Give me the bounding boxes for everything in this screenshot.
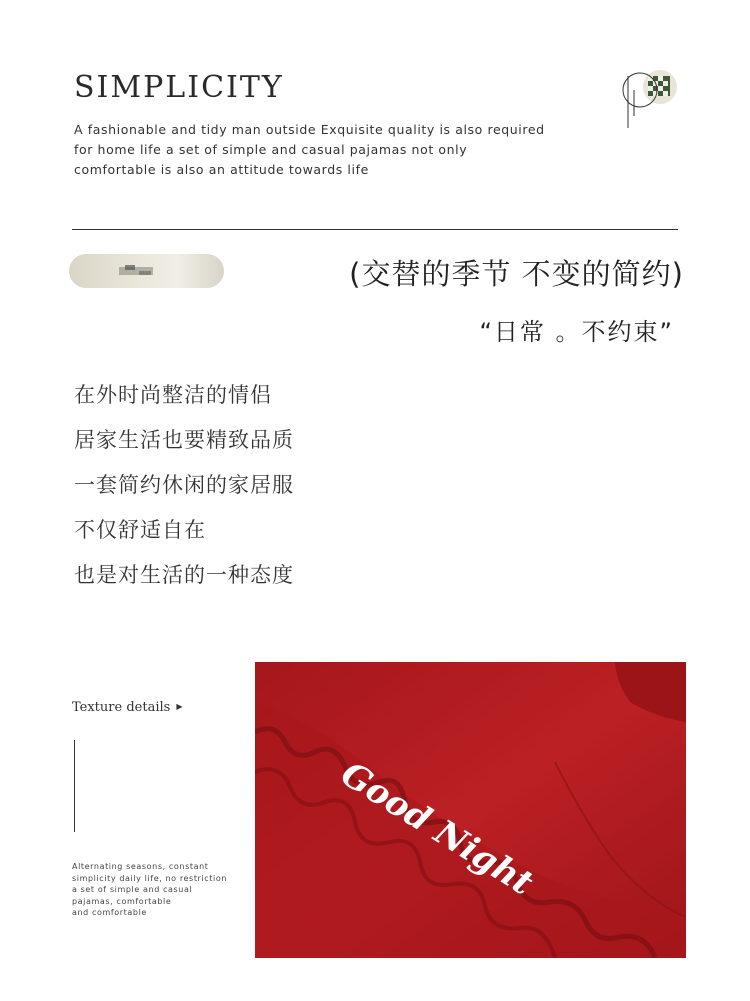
section-title: (交替的季节 不变的简约) (349, 257, 684, 291)
fabric-detail-photo (255, 662, 686, 958)
intro-line: comfortable is also an attitude towards life (74, 162, 369, 177)
caption-line: simplicity daily life, no restriction (72, 873, 227, 883)
description-line: 居家生活也要精致品质 (74, 428, 294, 452)
description-line: 一套简约休闲的家居服 (74, 473, 294, 497)
page-title: SIMPLICITY (74, 70, 284, 105)
intro-paragraph (74, 120, 594, 180)
caption-line: pajamas, comfortable (72, 896, 172, 906)
good-night-print: Good Night (333, 754, 541, 904)
section-subtitle: “日常 。不约束” (479, 318, 674, 346)
description-line: 不仅舒适自在 (74, 518, 206, 542)
caption-line: and comfortable (72, 908, 147, 918)
intro-line: for home life a set of simple and casual pajamas not only (74, 142, 468, 157)
play-arrow-icon: ▶ (176, 702, 183, 711)
detail-caption (72, 861, 227, 919)
divider (72, 229, 678, 230)
description-lines (74, 380, 294, 605)
description-line: 在外时尚整洁的情侣 (74, 383, 272, 407)
caption-line: a set of simple and casual (72, 885, 193, 895)
fabric-swatch-pill (69, 254, 224, 288)
brand-logo-icon (618, 68, 682, 130)
intro-line: A fashionable and tidy man outside Exquisite quality is also required (74, 122, 545, 137)
description-line: 也是对生活的一种态度 (74, 563, 294, 587)
texture-details-text: Texture details (72, 700, 171, 715)
caption-line: Alternating seasons, constant (72, 862, 209, 871)
texture-details-label (72, 700, 182, 715)
vertical-divider (74, 740, 75, 832)
